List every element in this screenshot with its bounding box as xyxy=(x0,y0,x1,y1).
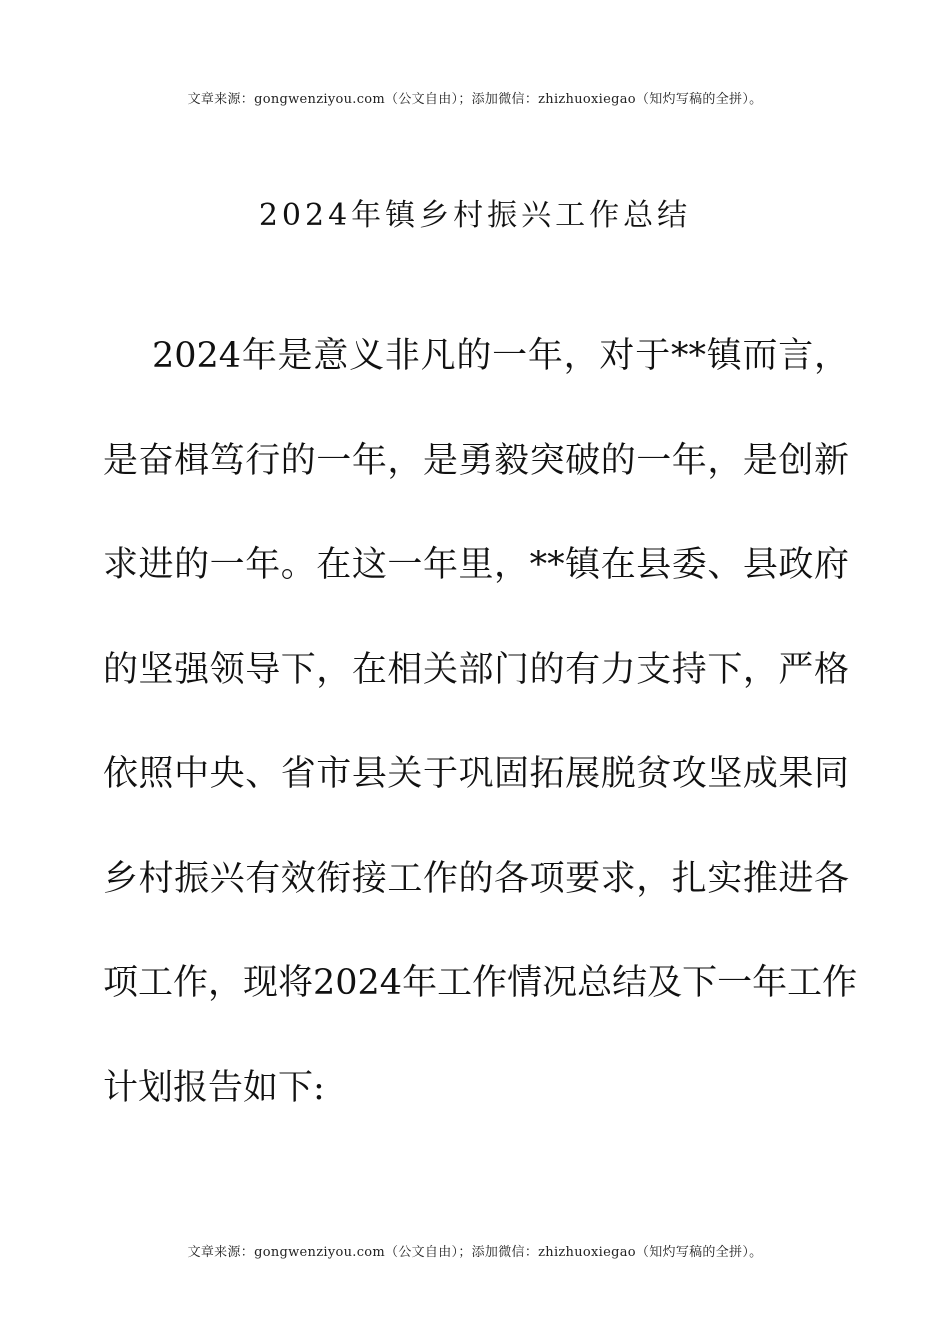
header-source-note: 文章来源：gongwenziyou.com（公文自由）；添加微信：zhizhuoxiegao（知灼写稿的全拼）。 xyxy=(187,92,763,107)
paragraph-line: 2024年是意义非凡的一年，对于**镇而言， xyxy=(152,336,849,376)
paragraph-line: 项工作，现将2024年工作情况总结及下一年工作 xyxy=(103,963,858,1003)
paragraph-line: 依照中央、省市县关于巩固拓展脱贫攻坚成果同 xyxy=(103,754,849,794)
paragraph-line: 求进的一年。在这一年里，**镇在县委、县政府 xyxy=(103,545,849,585)
paragraph-line: 是奋楫笃行的一年，是勇毅突破的一年，是创新 xyxy=(103,441,849,481)
paragraph-line: 计划报告如下: xyxy=(103,1068,325,1108)
footer-source-note: 文章来源：gongwenziyou.com（公文自由）；添加微信：zhizhuoxiegao（知灼写稿的全拼）。 xyxy=(187,1245,763,1260)
paragraph-line: 乡村振兴有效衔接工作的各项要求，扎实推进各 xyxy=(103,859,849,899)
paragraph-line: 的坚强领导下，在相关部门的有力支持下，严格 xyxy=(103,650,849,690)
document-title: 2024年镇乡村振兴工作总结 xyxy=(258,198,692,233)
